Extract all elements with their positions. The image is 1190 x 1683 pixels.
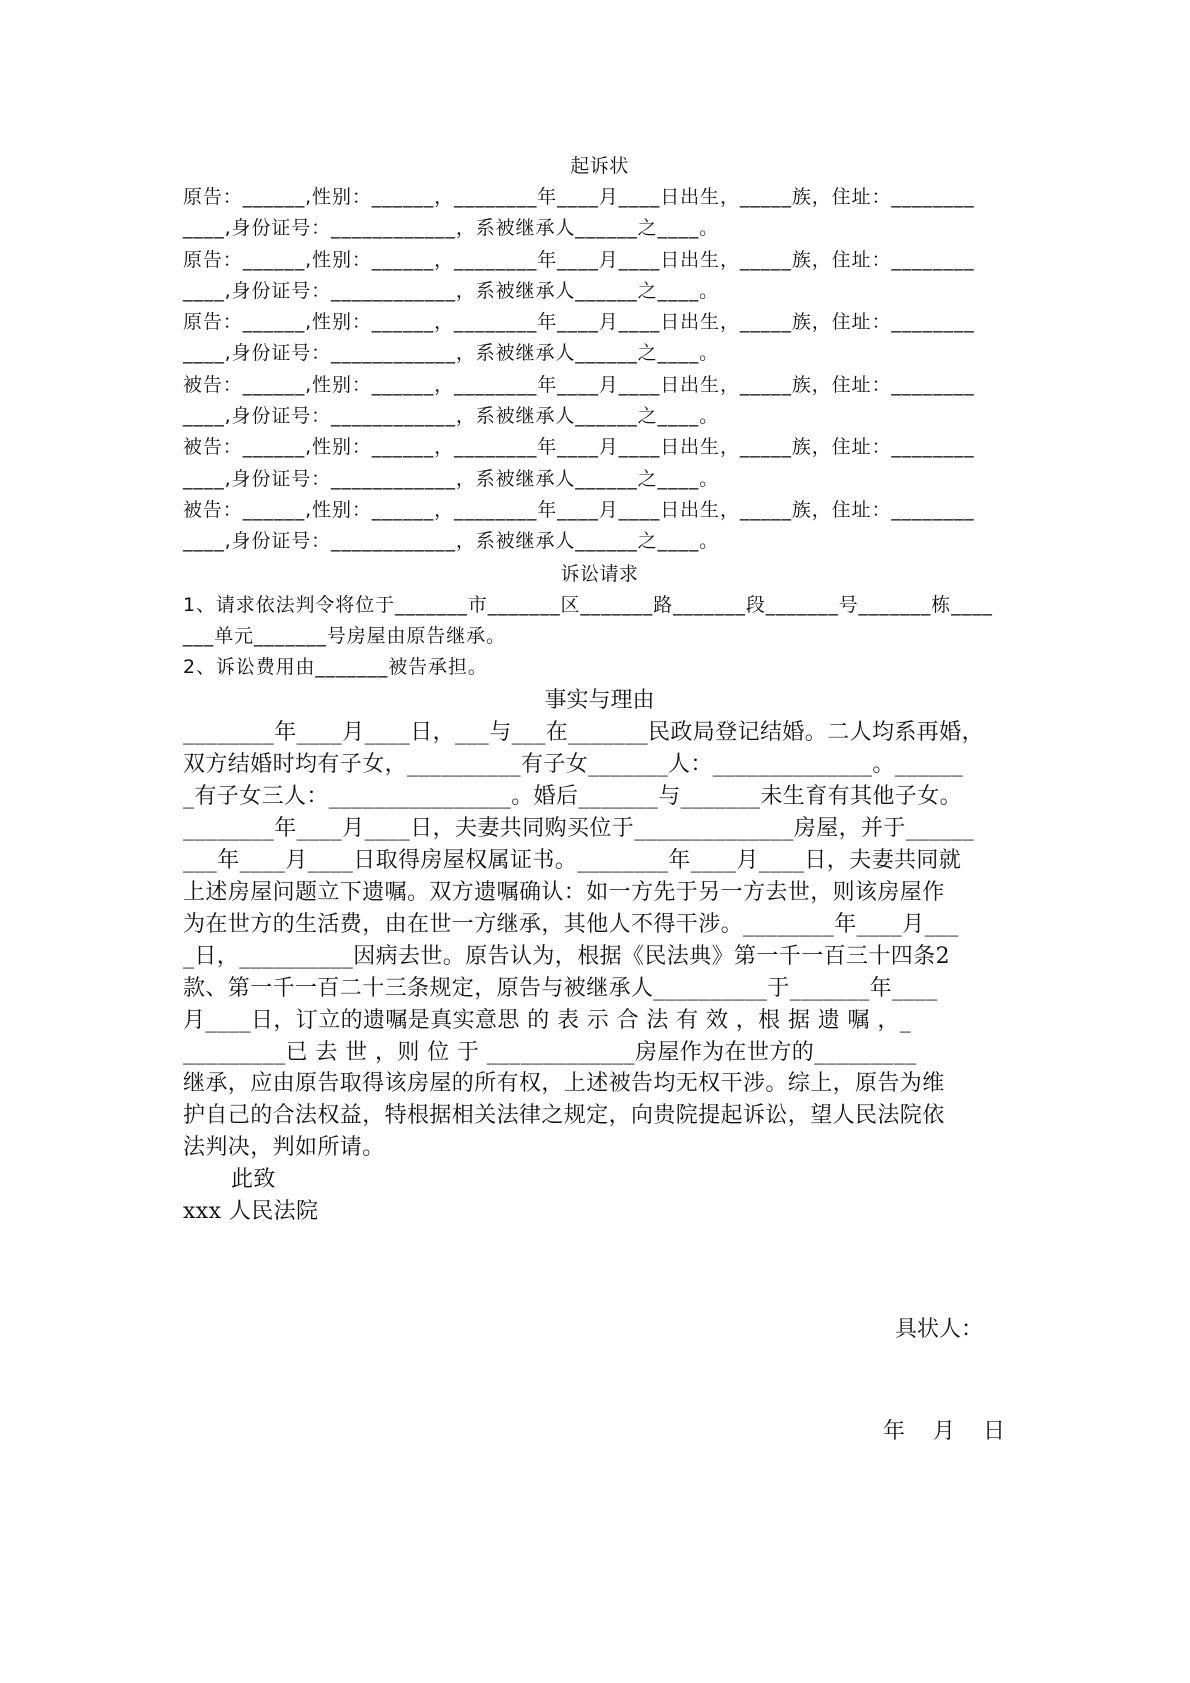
party-block: [183, 432, 1016, 495]
signature-block: [883, 1245, 1005, 1517]
facts-line: 上述房屋问题立下遗嘱。双方遗嘱确认：如一方先于另一方去世，则该房屋作: [183, 879, 945, 905]
facts-line: 继承，应由原告取得该房屋的所有权，上述被告均无权干涉。综上，原告为维: [183, 1071, 945, 1097]
party-line: 原告：______,性别：______，________年____月____日出生，_____族，住址：________: [183, 186, 975, 208]
closing-salutation: 此致: [231, 1167, 276, 1193]
claims-heading: 诉讼请求: [560, 562, 639, 585]
facts-line: ________年____月____日，___与___在_______民政局登记结婚。二人均系再婚，: [183, 720, 985, 746]
document-title: 起诉状: [570, 155, 629, 177]
document-body: [183, 150, 1016, 1228]
party-block: [183, 182, 1016, 245]
facts-line: 护自己的合法权益，特根据相关法律之规定，向贵院提起诉讼，望人民法院依: [183, 1103, 945, 1129]
party-line: ____,身份证号：____________，系被继承人______之____。: [183, 279, 720, 302]
claim-line: ___单元_______号房屋由原告继承。: [183, 624, 506, 647]
party-block: [183, 370, 1016, 433]
party-block: [183, 495, 1016, 558]
party-block: [183, 245, 1016, 308]
party-line: ____,身份证号：____________，系被继承人______之____。: [183, 342, 720, 365]
party-line: 被告：______,性别：______，________年____月____日出生，_____族，住址：________: [183, 498, 975, 521]
facts-line: _有子女三人：________________。婚后_______与_______未生育有其他子女。: [183, 784, 963, 810]
facts-line: _日，__________因病去世。原告认为，根据《民法典》第一千一百三十四条2: [183, 943, 950, 969]
date-line: 年 月 日: [883, 1419, 1005, 1444]
party-line: ____,身份证号：____________，系被继承人______之____。: [183, 530, 720, 553]
signer-label: 具状人：: [895, 1317, 984, 1342]
claim-line: 2、诉讼费用由_______被告承担。: [183, 656, 488, 679]
court-name: xxx 人民法院: [183, 1199, 319, 1225]
facts-line: 为在世方的生活费，由在世一方继承，其他人不得干涉。________年____月___: [183, 911, 959, 937]
facts-line: 双方结婚时均有子女，__________有子女_______人：______________。______: [183, 752, 964, 778]
claim-line: 1、请求依法判令将位于_______市_______区_______路_______段_______号_______栋____: [183, 593, 993, 616]
facts-line: 月____日，订立的遗嘱是真实意思 的 表 示 合 法 有 效 ，根 据 遗 嘱 ，_: [183, 1007, 912, 1033]
facts-heading: 事实与理由: [544, 688, 655, 714]
party-line: ____,身份证号：____________，系被继承人______之____。: [183, 405, 720, 428]
party-line: 原告：______,性别：______，________年____月____日出生，_____族，住址：________: [183, 311, 975, 334]
facts-line: 法判决，判如所请。: [183, 1135, 385, 1161]
facts-line: ___年____月____日取得房屋权属证书。________年____月____日，夫妻共同就: [183, 848, 962, 874]
party-line: ____,身份证号：____________，系被继承人______之____。: [183, 217, 720, 240]
party-line: 原告：______,性别：______，________年____月____日出生，_____族，住址：________: [183, 248, 975, 271]
party-block: [183, 307, 1016, 370]
facts-line: ________年____月____日，夫妻共同购买位于______________房屋，并于______: [183, 816, 975, 842]
party-line: ____,身份证号：____________，系被继承人______之____。: [183, 467, 720, 490]
party-line: 被告：______,性别：______，________年____月____日出生，_____族，住址：________: [183, 373, 975, 396]
facts-line: 款、第一千一百二十三条规定，原告与被继承人__________于_______年____: [183, 975, 938, 1001]
facts-line: _________已 去 世 ，则 位 于 _____________房屋作为在世方的_________: [183, 1039, 917, 1065]
party-line: 被告：______,性别：______，________年____月____日出生，_____族，住址：________: [183, 436, 975, 459]
